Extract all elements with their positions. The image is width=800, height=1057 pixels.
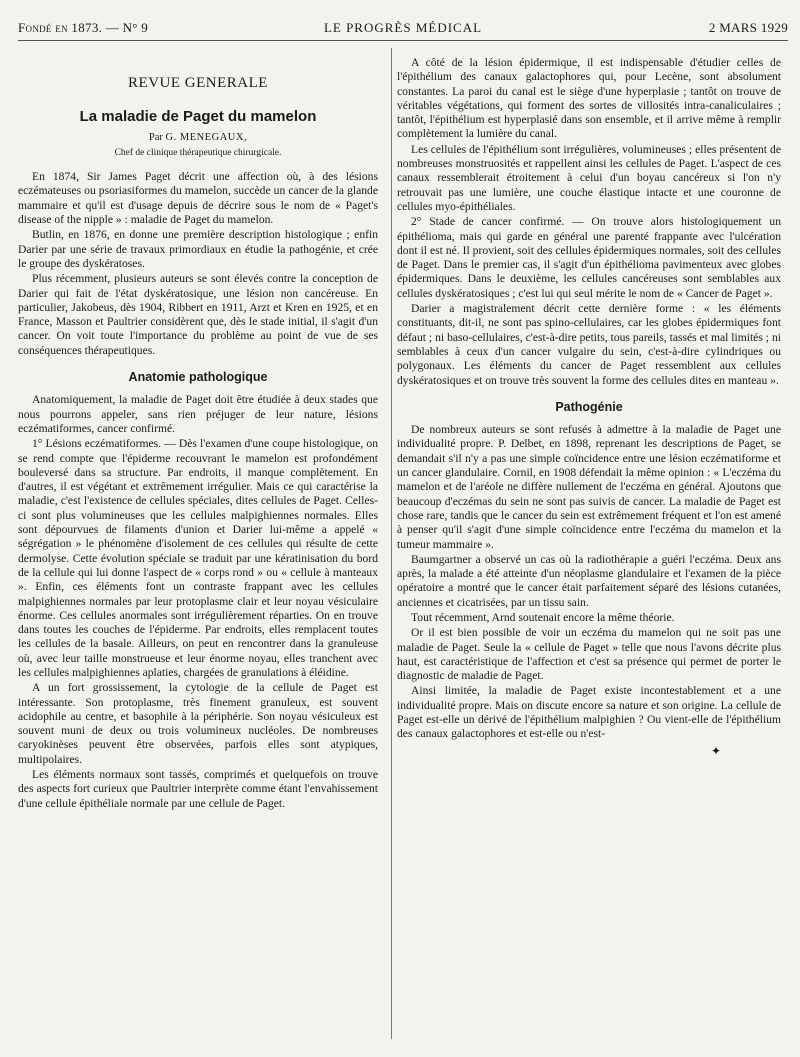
paragraph: Les éléments normaux sont tassés, comprimés et quelquefois on trouve des aspects fort curieux que Paultrier interprète comme étant l'envahissement d'une cellule épithéliale normale par une cellule de Paget. [18, 768, 378, 810]
article-title: La maladie de Paget du mamelon [79, 108, 317, 126]
paragraph: 2° Stade de cancer confirmé. — On trouve alors histologiquement un épithélioma, mais qui garde en général une parenté frappante avec l'ulcération dont il est né. Il provient, soit des cellules épidermiques normales, soit des cellules de Paget. Dans le premier cas, il s'agit d'un épithélioma pavimenteux avec globes épidermiques. Dans le deuxième, les cellules cancéreuses sont semblables aux cellules dyskératosiques ; c'est lui qui seul mérite le nom de « Cancer de Paget ». [397, 215, 781, 300]
paragraph: Butlin, en 1876, en donne une première description histologique ; enfin Darier par une série de travaux primordiaux en étudie la pathogénie, et crée le groupe des dyskératoses. [18, 228, 378, 270]
section-heading-pathogenie: Pathogénie [555, 399, 623, 414]
paragraph: En 1874, Sir James Paget décrit une affection où, à des lésions eczémateuses ou psoriasiformes du mamelon, succède un cancer de la glande mammaire et qu'il est d'usage depuis de décrire sous le nom de « Paget's disease of the nipple » : maladie de Paget du mamelon. [18, 170, 378, 227]
paragraph: Les cellules de l'épithélium sont irrégulières, volumineuses ; elles présentent de nombreuses monstruosités et rappellent ainsi les cellules de Paget. L'aspect de ces canaux ressemblerait étroitement à celui d'un boyau cancéreux si l'on n'y retrouvait pas une lumière, une couche élastique intacte et une couronne de cellules myo-épithéliales. [397, 142, 781, 213]
column-divider [391, 48, 392, 1039]
paragraph: Darier a magistralement décrit cette dernière forme : « les éléments constituants, dit-il, ne sont pas spino-cellulaires, car les globes épidermiques font défaut ; ni baso-cellulaires, c'est-à-dire petits, tous pareils, tassés et mal limités ; ni semblables à ceux d'un cancer vulgaire du sein, c'est-à-dire cylindriques ou polygonaux. Les éléments du cancer de Paget ressemblent aux cellules dyskératosiques et on trouve très souvent la forme des cellules dites en manteau ». [397, 302, 781, 387]
ornament-icon: ✦ [710, 743, 721, 758]
right-column [397, 56, 781, 1043]
header-founded: Fondé en 1873. — N° 9 [18, 20, 149, 35]
paragraph: A un fort grossissement, la cytologie de la cellule de Paget est intéressante. Son protoplasme, très finement granuleux, est souvent acidophile au centre, et basophile à la périphérie. Son noyau vésiculeux est souvent muni de deux ou trois volumineux nucléoles. De nombreuses caryokinèses peuvent être observées, parfois elles sont atypiques, multipolaires. [18, 681, 378, 766]
paragraph: A côté de la lésion épidermique, il est indispensable d'étudier celles de l'épithélium des canaux galactophores qui, pour Lecène, sont absolument constantes. La paroi du canal est le siège d'une hyperplasie ; tantôt on trouve de véritables végétations, qui forment des sortes de villosités intra-canaliculaires ; tantôt, l'épithélium est hyperplasié dans son ensemble, et il arrive même à remplir complètement la lumière du canal. [397, 56, 781, 141]
paragraph: Baumgartner a observé un cas où la radiothérapie a guéri l'eczéma. Deux ans après, la malade a été atteinte d'un néoplasme glandulaire et l'examen de la pièce opératoire a montré que le cancer était parfaitement séparé des lésions cutanées, anciennes et cicatrisées, par un tissu sain. [397, 552, 781, 609]
byline-prefix: Par [148, 131, 163, 143]
issue-date: 2 MARS 1929 [708, 20, 788, 35]
paragraph: Or il est bien possible de voir un eczéma du mamelon qui ne soit pas une maladie de Paget. Seule la « cellule de Paget » telle que nous l'avons décrite plus haut, est caractéristique de l'affection et c'est sa présence qui permet de porter le diagnostic de maladie de Paget. [397, 626, 781, 683]
left-column [18, 56, 378, 1043]
rubric: REVUE GENERALE [128, 75, 268, 91]
running-header [18, 20, 788, 42]
section-heading-anatomie: Anatomie pathologique [128, 370, 268, 385]
header-rule [18, 40, 788, 41]
journal-title: LE PROGRÈS MÉDICAL [323, 20, 483, 35]
paragraph: 1° Lésions eczématiformes. — Dès l'examen d'une coupe histologique, on se rend compte que l'épiderme recouvrant le mamelon est profondément bouleversé dans sa structure. Par endroits, il manque complètement. En d'autres, il est végétant et extrêmement irrégulier. Mais ce qui caractérise la maladie, c'est l'existence de cellules spéciales, dites cellules de Paget. Celles-ci sont plus volumineuses que les cellules malpighiennes normales. Elles sont dépourvues de filaments d'union et Darier lui-même a appelé « ségrégation » le phénomène d'isolement de ces cellules qui résulte de cette dermolyse. Cette évolution spéciale se traduit par une kératinisation du bord de la cellule qui lui donne l'aspect de « corps rond » ou « cellule à manteaux ». Enfin, ces éléments font un contraste frappant avec les cellules malpighiennes normales par leur protoplasme clair et leur noyau vésiculaire énorme. Ces cellules anormales sont irrégulièrement réparties. On en trouve dans toutes les couches de l'épiderme. Par endroits, elles remplacent toutes les cellules de la basale. Ailleurs, on peut en rencontrer dans la granuleuse où, avec leur taille monstrueuse et leur énorme noyau, elles tranchent avec les cellules malpighiennes aplaties, chargées de granulations à éléidine. [18, 437, 378, 679]
paragraph: Plus récemment, plusieurs auteurs se sont élevés contre la conception de Darier qui fait de l'état dyskératosique, une lésion non cancéreuse. En particulier, Jakobeus, dès 1904, Ribbert en 1911, Arzt et Kren en 1925, et en France, Masson et Paultrier considèrent que, dès le stade initial, il s'agit d'un cancer. On voit toute l'importance du problème au point de vue de ses conséquences thérapeutiques. [18, 272, 378, 357]
paragraph: De nombreux auteurs se sont refusés à admettre à la maladie de Paget une individualité propre. P. Delbet, en 1898, reprenant les descriptions de Paget, se demandait s'il n'y a pas une simple coïncidence entre une lésion eczématiforme et un cancer glandulaire. Cornil, en 1908 défendait la même opinion : « L'eczéma du mamelon et de l'aréole ne diffère nullement de l'eczéma en général. Ajoutons que beaucoup d'eczémas du sein ne sont pas suivis de cancer. La maladie de Paget est chose rare, tandis que le cancer du sein est extrêmement fréquent et l'on est amené à penser qu'il s'agit d'une simple coïncidence entre l'eczéma du mamelon et la tumeur mammaire ». [397, 423, 781, 551]
paragraph: Anatomiquement, la maladie de Paget doit être étudiée à deux stades que nous pourrons appeler, sans rien préjuger de leur nature, lésions eczématiformes, cancer confirmé. [18, 393, 378, 435]
byline [18, 131, 378, 145]
paragraph: Ainsi limitée, la maladie de Paget existe incontestablement et a une individualité propre. Mais on discute encore sa nature et son origine. La cellule de Paget est-elle un dérivé de l'épithélium malpighien ? Ou vient-elle de l'épithélium des canaux galactophores et est-elle ou n'est- [397, 684, 781, 741]
paragraph: Tout récemment, Arnd soutenait encore la même théorie. [411, 610, 675, 624]
author-affiliation: Chef de clinique thérapeutique chirurgicale. [114, 147, 282, 158]
author-name: G. MENEGAUX, [165, 131, 248, 143]
